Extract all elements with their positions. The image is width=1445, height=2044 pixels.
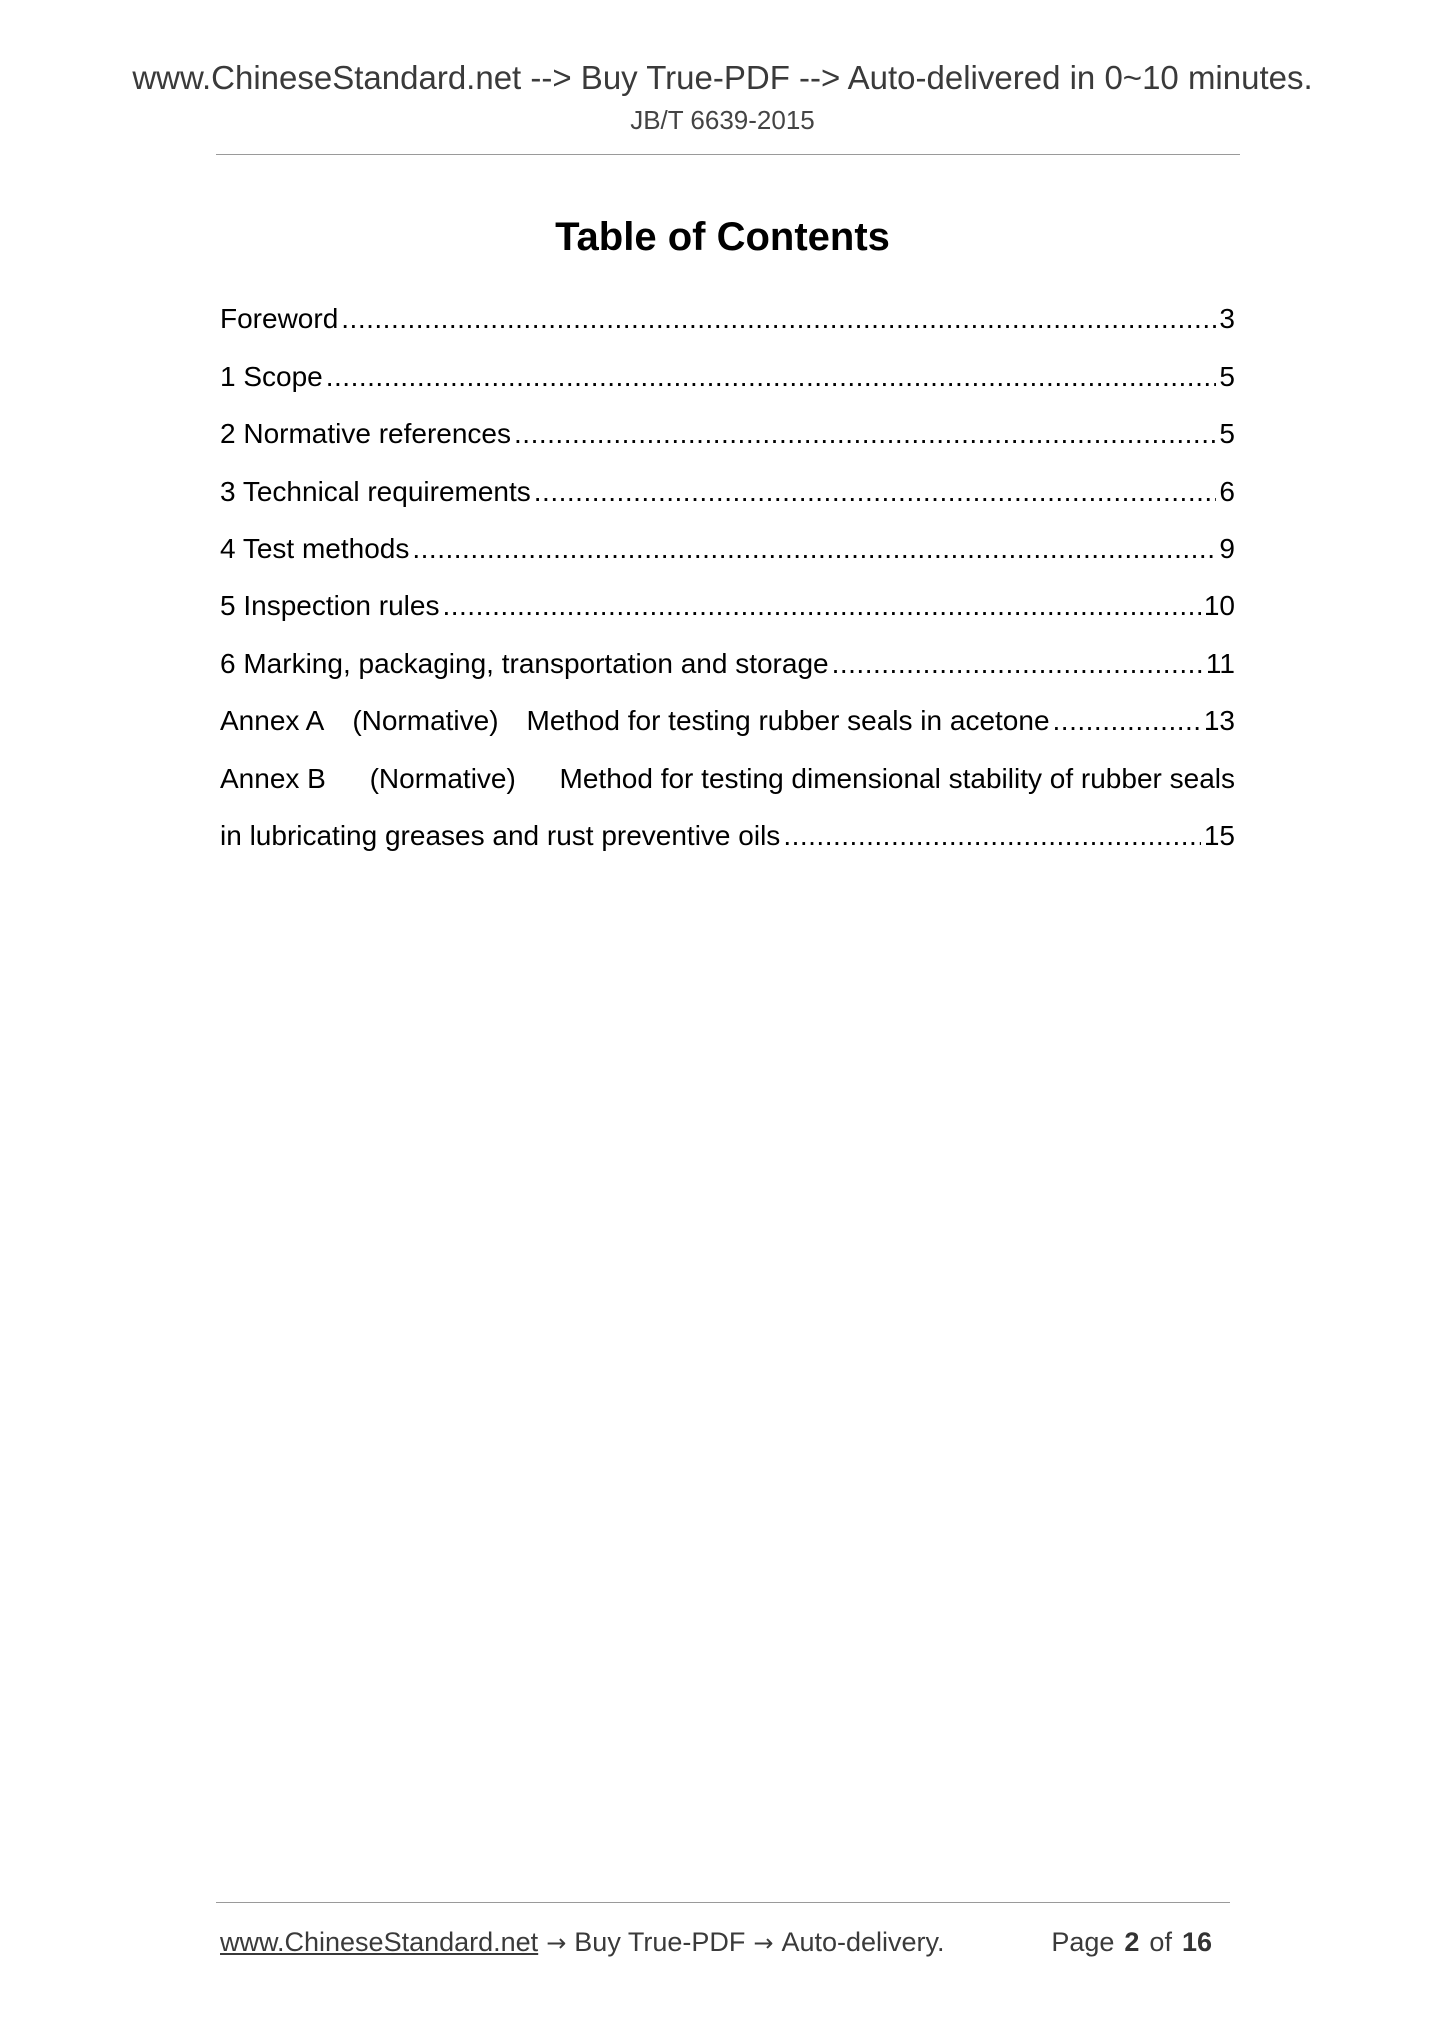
toc-entry-annex-a[interactable]	[220, 684, 1235, 741]
toc-leader	[534, 472, 1217, 512]
toc-entry-page: 15	[1203, 819, 1235, 851]
toc-entry-label: 3 Technical requirements	[220, 475, 531, 507]
annex-title: Method for testing dimensional stability of rubber seals	[559, 762, 1235, 794]
toc-entry-label: 6 Marking, packaging, transportation and storage	[220, 647, 829, 679]
toc-entry-technical-requirements[interactable]	[220, 454, 1235, 511]
toc-leader	[326, 357, 1217, 397]
toc-entry-page: 6	[1219, 475, 1235, 507]
footer-divider	[216, 1902, 1230, 1903]
toc-leader	[1053, 701, 1201, 741]
toc-entry-label	[220, 701, 1050, 741]
toc-entry-label: 4 Test methods	[220, 532, 410, 564]
footer-site-link[interactable]: www.ChineseStandard.net	[220, 1927, 539, 1957]
toc-entry-label: 2 Normative references	[220, 418, 512, 450]
toc-entry-page: 5	[1219, 360, 1235, 392]
annex-title: Method for testing rubber seals in acetone	[526, 705, 1050, 737]
toc-leader	[412, 529, 1216, 569]
header-banner: www.ChineseStandard.net --> Buy True-PDF --> Auto-delivered in 0~10 minutes.	[132, 59, 1313, 96]
footer-delivery-text: Auto-delivery.	[781, 1927, 945, 1957]
toc-entry-marking-packaging[interactable]	[220, 626, 1235, 683]
toc-entry-page: 13	[1203, 705, 1235, 737]
toc-entry-test-methods[interactable]	[220, 512, 1235, 569]
toc-entry-page: 3	[1219, 303, 1235, 335]
toc-entry-page: 5	[1219, 418, 1235, 450]
toc-entry-foreword[interactable]	[220, 282, 1235, 339]
annex-kind: (Normative)	[369, 762, 516, 794]
toc-entry-scope[interactable]	[220, 339, 1235, 396]
annex-kind: (Normative)	[352, 705, 499, 737]
toc-title: Table of Contents	[555, 215, 890, 259]
page-word: Page	[1051, 1927, 1115, 1957]
toc-leader	[341, 299, 1216, 339]
page-current: 2	[1124, 1927, 1140, 1957]
toc-entry-label: 1 Scope	[220, 360, 323, 392]
toc-entry-label: in lubricating greases and rust preventive oils	[220, 819, 781, 851]
header-divider	[216, 154, 1240, 155]
toc-entry-label: 5 Inspection rules	[220, 590, 440, 622]
footer-buy-text: Buy True-PDF	[574, 1927, 746, 1957]
page-footer	[220, 1922, 1230, 1962]
toc-leader	[783, 816, 1201, 856]
toc-entry-normative-references[interactable]	[220, 397, 1235, 454]
annex-id: Annex B	[220, 762, 326, 794]
document-code: JB/T 6639-2015	[630, 105, 815, 135]
toc-entry-page: 9	[1219, 532, 1235, 564]
right-arrow-icon: →	[753, 1929, 774, 1957]
toc-entry-page: 11	[1205, 647, 1235, 679]
page-number	[1051, 1922, 1222, 1962]
toc-entry-label: Foreword	[220, 303, 339, 335]
toc-list	[220, 282, 1235, 856]
page-total: 16	[1181, 1927, 1212, 1957]
toc-leader	[442, 586, 1200, 626]
toc-entry-annex-b-continuation[interactable]	[220, 799, 1235, 856]
annex-id: Annex A	[220, 705, 325, 737]
right-arrow-icon: →	[546, 1929, 567, 1957]
toc-entry-inspection-rules[interactable]	[220, 569, 1235, 626]
toc-entry-page: 10	[1203, 590, 1235, 622]
toc-leader	[514, 414, 1216, 454]
of-word: of	[1149, 1927, 1172, 1957]
toc-leader	[832, 644, 1203, 684]
toc-entry-annex-b[interactable]	[220, 741, 1235, 798]
